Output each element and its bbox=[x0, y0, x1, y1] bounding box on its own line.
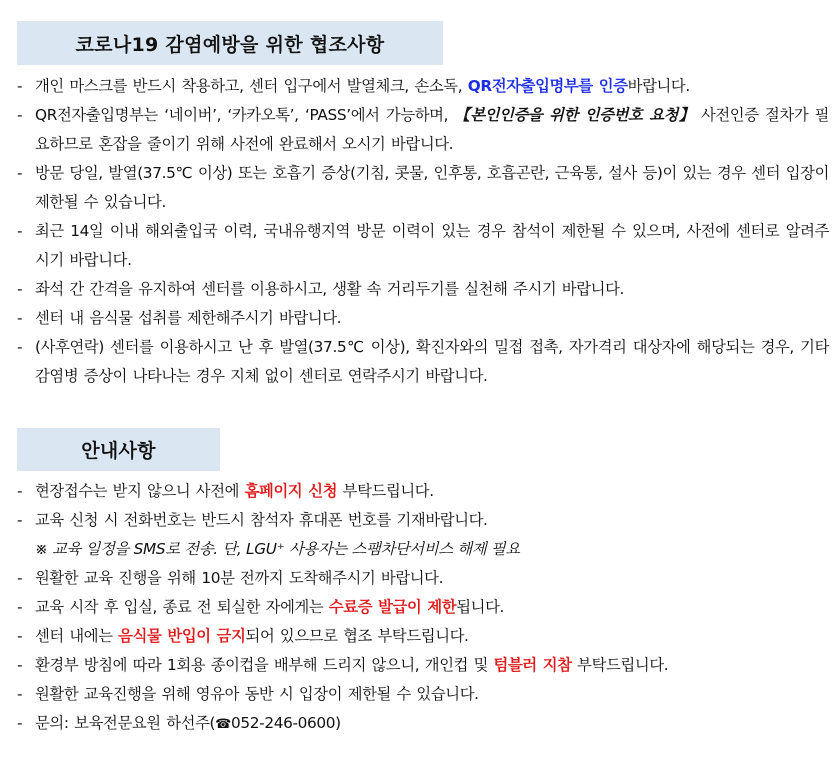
item-text: 센터 내 음식물 섭취를 제한해주시기 바랍니다. bbox=[35, 309, 342, 327]
item-text: 교육 신청 시 전화번호는 반드시 참석자 휴대폰 번호를 기재바랍니다. bbox=[35, 511, 488, 529]
list-item: - 센터 내 음식물 섭취를 제한해주시기 바랍니다. bbox=[17, 309, 342, 327]
list-item: - 교육 신청 시 전화번호는 반드시 참석자 휴대폰 번호를 기재바랍니다. bbox=[17, 511, 488, 529]
certificate-restriction-highlight: 수료증 발급이 제한 bbox=[328, 598, 457, 616]
item-text: 교육 시작 후 입실, 종료 전 퇴실한 자에게는 bbox=[35, 598, 329, 616]
contact-label: 문의: 보육전문요원 하선주( bbox=[35, 714, 216, 732]
item-text: 센터 내에는 bbox=[35, 627, 119, 645]
item-text: 되어 있으므로 협조 부탁드립니다. bbox=[245, 627, 469, 645]
list-item: - 센터 내에는 음식물 반입이 금지되어 있으므로 협조 부탁드립니다. bbox=[17, 627, 469, 645]
covid-guidelines-list bbox=[17, 72, 829, 391]
item-text: 최근 14일 이내 해외출입국 이력, 국내유행지역 방문 이력이 있는 경우 참석이 제한될 수 있으며, 사전에 센터로 알려주시기 바랍니다. bbox=[35, 222, 829, 269]
notice-section-title: 안내사항 bbox=[17, 428, 220, 471]
notice-list bbox=[17, 477, 829, 739]
list-item: - 좌석 간 간격을 유지하여 센터를 이용하시고, 생활 속 거리두기를 실천해 주시기 바랍니다. bbox=[17, 280, 625, 298]
contact-item: - 문의: 보육전문요원 하선주(☎052-246-0600) bbox=[17, 714, 341, 732]
sms-note: ※ 교육 일정을 SMS로 전송. 단, LGU⁺ 사용자는 스팸차단서비스 해제 필요 bbox=[35, 540, 520, 558]
item-text: 좌석 간 간격을 유지하여 센터를 이용하시고, 생활 속 거리두기를 실천해 주시기 바랍니다. bbox=[35, 280, 625, 298]
item-text: QR전자출입명부는 ‘네이버’, ‘카카오톡’, ‘PASS’에서 가능하며, bbox=[35, 106, 455, 124]
covid-section-title: 코로나19 감염예방을 위한 협조사항 bbox=[17, 21, 443, 65]
qr-highlight: QR전자출입명부를 인증 bbox=[467, 77, 628, 95]
auth-request-highlight: 【본인인증을 위한 인증번호 요청】 bbox=[454, 106, 695, 124]
list-item: - 방문 당일, 발열(37.5℃ 이상) 또는 호흡기 증상(기침, 콧물, 인후통, 호흡곤란, 근육통, 설사 등)이 있는 경우 센터 입장이 제한될 수 있습니다. bbox=[17, 164, 829, 211]
item-text: 부탁드립니다. bbox=[571, 656, 669, 674]
item-text: 사전인증 절차가 필요하므로 혼잡을 줄이기 위해 사전에 완료해서 오시기 바랍니다. bbox=[35, 106, 830, 153]
list-item: - 환경부 방침에 따라 1회용 종이컵을 배부해 드리지 않으니, 개인컵 및 텀블러 지참 부탁드립니다. bbox=[17, 656, 669, 674]
list-item: - 현장접수는 받지 않으니 사전에 홈페이지 신청 부탁드립니다. bbox=[17, 482, 434, 500]
item-text: 됩니다. bbox=[456, 598, 505, 616]
list-item: - 교육 시작 후 입실, 종료 전 퇴실한 자에게는 수료증 발급이 제한됩니다. bbox=[17, 598, 505, 616]
list-item: - (사후연락) 센터를 이용하시고 난 후 발열(37.5℃ 이상), 확진자와의 밀접 접촉, 자가격리 대상자에 해당되는 경우, 기타 감염병 증상이 나타나는 경우 지체 없이 센터로 연락주시기 바랍니다. bbox=[17, 338, 829, 385]
item-text: 부탁드립니다. bbox=[337, 482, 434, 500]
list-item: - QR전자출입명부는 ‘네이버’, ‘카카오톡’, ‘PASS’에서 가능하며, 【본인인증을 위한 인증번호 요청】 사전인증 절차가 필요하므로 혼잡을 줄이기 위해 사전에 완료해서 오시기 바랍니다. bbox=[17, 106, 830, 153]
phone-number: 052-246-0600 bbox=[231, 714, 336, 732]
item-text: ) bbox=[335, 714, 341, 732]
item-text: 방문 당일, 발열(37.5℃ 이상) 또는 호흡기 증상(기침, 콧물, 인후통, 호흡곤란, 근육통, 설사 등)이 있는 경우 센터 입장이 제한될 수 있습니다. bbox=[35, 164, 829, 211]
item-text: 바랍니다. bbox=[627, 77, 690, 95]
list-item: - 최근 14일 이내 해외출입국 이력, 국내유행지역 방문 이력이 있는 경우 참석이 제한될 수 있으며, 사전에 센터로 알려주시기 바랍니다. bbox=[17, 222, 829, 269]
food-ban-highlight: 음식물 반입이 금지 bbox=[118, 627, 246, 645]
item-text: 개인 마스크를 반드시 착용하고, 센터 입구에서 발열체크, 손소독, bbox=[35, 77, 468, 95]
list-item: - 개인 마스크를 반드시 착용하고, 센터 입구에서 발열체크, 손소독, QR전자출입명부를 인증바랍니다. bbox=[17, 77, 690, 95]
item-text: 현장접수는 받지 않으니 사전에 bbox=[35, 482, 245, 500]
list-item: - 원활한 교육 진행을 위해 10분 전까지 도착해주시기 바랍니다. bbox=[17, 569, 444, 587]
list-item: - 원활한 교육진행을 위해 영유아 동반 시 입장이 제한될 수 있습니다. bbox=[17, 685, 479, 703]
item-text: (사후연락) 센터를 이용하시고 난 후 발열(37.5℃ 이상), 확진자와의 밀접 접촉, 자가격리 대상자에 해당되는 경우, 기타 감염병 증상이 나타나는 경우 지체 없이 센터로 연락주시기 바랍니다. bbox=[35, 338, 829, 385]
item-text: 원활한 교육진행을 위해 영유아 동반 시 입장이 제한될 수 있습니다. bbox=[35, 685, 479, 703]
item-text: 원활한 교육 진행을 위해 10분 전까지 도착해주시기 바랍니다. bbox=[35, 569, 444, 587]
tumbler-highlight: 텀블러 지참 bbox=[493, 656, 572, 674]
item-text: 환경부 방침에 따라 1회용 종이컵을 배부해 드리지 않으니, 개인컵 및 bbox=[35, 656, 494, 674]
homepage-apply-highlight: 홈페이지 신청 bbox=[244, 482, 338, 500]
phone-icon: ☎ bbox=[215, 717, 231, 732]
